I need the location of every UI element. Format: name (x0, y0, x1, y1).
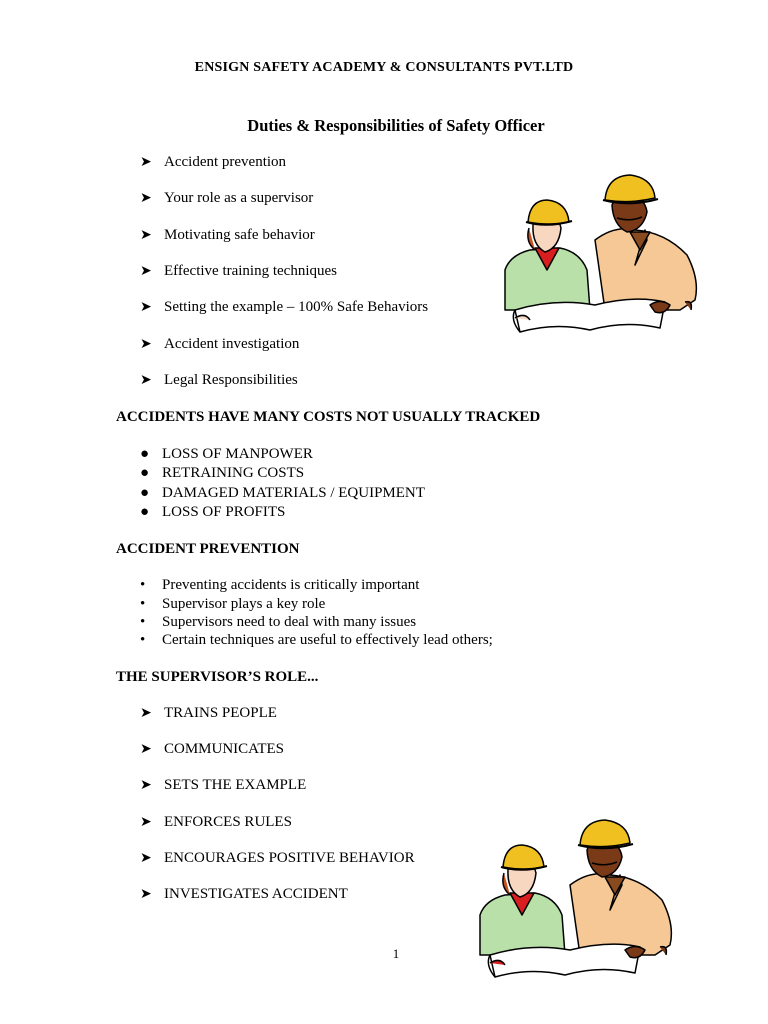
arrowhead-bullet-icon: ➤ (140, 887, 152, 902)
arrowhead-bullet-icon: ➤ (140, 851, 152, 866)
prevention-item: • Certain techniques are useful to effectively lead others; (140, 632, 493, 648)
prevention-heading: ACCIDENT PREVENTION (116, 541, 300, 557)
role-item: ➤ TRAINS PEOPLE (140, 705, 277, 721)
dot-bullet-icon: • (140, 596, 146, 612)
costs-heading: ACCIDENTS HAVE MANY COSTS NOT USUALLY TRACKED (116, 409, 541, 425)
dot-bullet-icon: ● (140, 446, 150, 462)
cost-item: ● LOSS OF PROFITS (140, 504, 286, 520)
cost-item: ● RETRAINING COSTS (140, 465, 305, 481)
workers-reading-blueprint-illustration (470, 815, 680, 990)
dot-bullet-icon: • (140, 577, 146, 593)
role-item: ➤ COMMUNICATES (140, 741, 285, 757)
dot-bullet-icon: • (140, 632, 146, 648)
page-title: Duties & Responsibilities of Safety Officer (247, 116, 545, 135)
arrowhead-bullet-icon: ➤ (140, 706, 152, 721)
dot-bullet-icon: ● (140, 504, 150, 520)
arrowhead-bullet-icon: ➤ (140, 264, 152, 279)
dot-bullet-icon: • (140, 614, 146, 630)
arrowhead-bullet-icon: ➤ (140, 742, 152, 757)
company-header: ENSIGN SAFETY ACADEMY & CONSULTANTS PVT.LTD (194, 60, 574, 75)
arrowhead-bullet-icon: ➤ (140, 778, 152, 793)
prevention-item: • Supervisors need to deal with many issues (140, 614, 417, 630)
workers-reading-blueprint-illustration (495, 170, 705, 345)
page-number: 1 (392, 946, 400, 961)
duty-item: ➤ Motivating safe behavior (140, 227, 315, 243)
cost-item: ● LOSS OF MANPOWER (140, 446, 313, 462)
duty-item: ➤ Setting the example – 100% Safe Behaviors (140, 299, 429, 315)
duty-item: ➤ Your role as a supervisor (140, 190, 314, 206)
arrowhead-bullet-icon: ➤ (140, 815, 152, 830)
arrowhead-bullet-icon: ➤ (140, 191, 152, 206)
role-item: ➤ ENCOURAGES POSITIVE BEHAVIOR (140, 850, 415, 866)
duty-item: ➤ Effective training techniques (140, 263, 337, 279)
role-item: ➤ INVESTIGATES ACCIDENT (140, 886, 348, 902)
arrowhead-bullet-icon: ➤ (140, 337, 152, 352)
prevention-item: • Supervisor plays a key role (140, 596, 326, 612)
prevention-item: • Preventing accidents is critically important (140, 577, 420, 593)
duty-item: ➤ Legal Responsibilities (140, 372, 298, 388)
dot-bullet-icon: ● (140, 465, 150, 481)
role-heading: THE SUPERVISOR’S ROLE... (116, 669, 319, 685)
duty-item: ➤ Accident investigation (140, 336, 300, 352)
role-item: ➤ ENFORCES RULES (140, 814, 292, 830)
arrowhead-bullet-icon: ➤ (140, 373, 152, 388)
dot-bullet-icon: ● (140, 485, 150, 501)
arrowhead-bullet-icon: ➤ (140, 300, 152, 315)
duty-item: ➤ Accident prevention (140, 154, 287, 170)
role-item: ➤ SETS THE EXAMPLE (140, 777, 307, 793)
arrowhead-bullet-icon: ➤ (140, 228, 152, 243)
cost-item: ● DAMAGED MATERIALS / EQUIPMENT (140, 485, 425, 501)
arrowhead-bullet-icon: ➤ (140, 155, 152, 170)
